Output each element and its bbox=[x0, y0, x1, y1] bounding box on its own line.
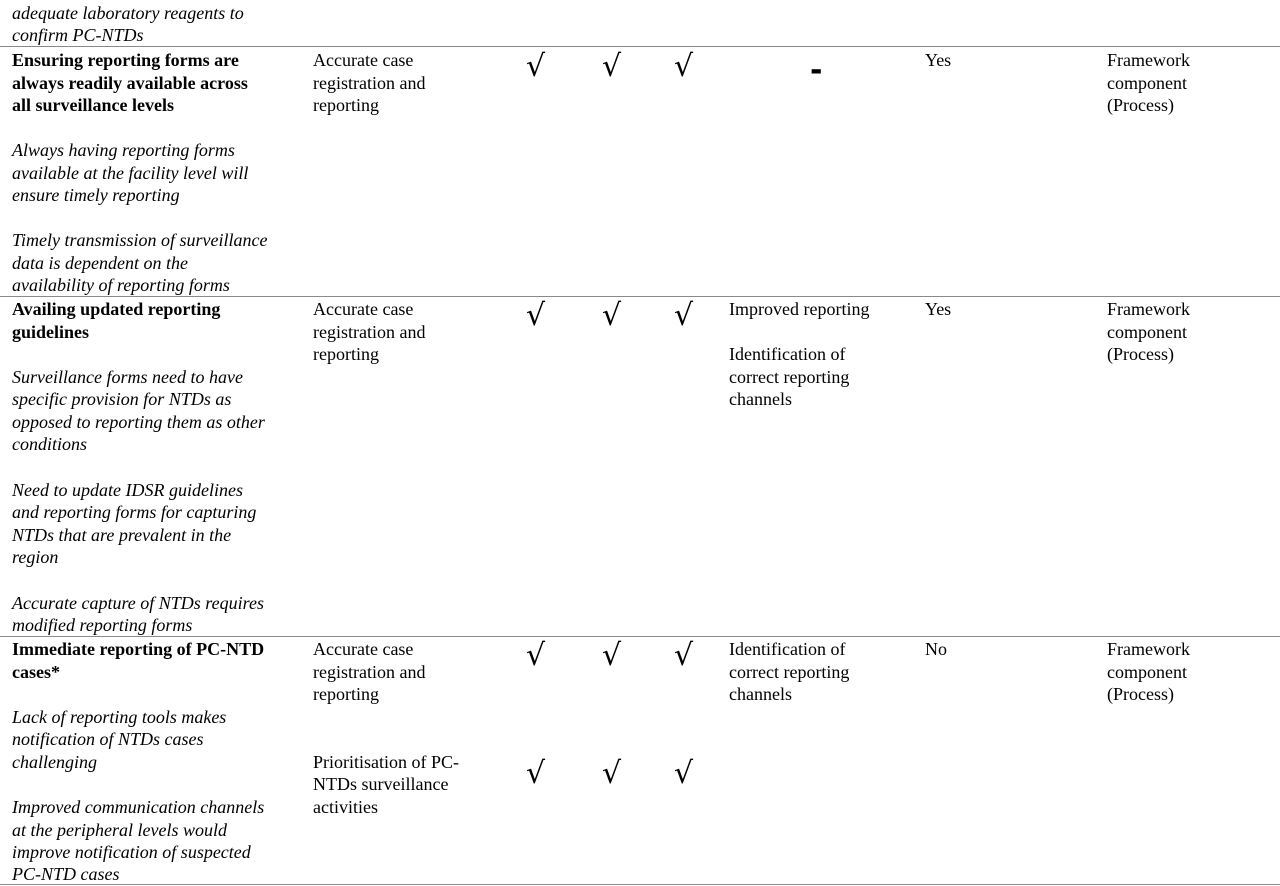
row1-title-line-1: Ensuring reporting forms are bbox=[12, 50, 239, 70]
row3-outcome-line-1: Identification of bbox=[729, 639, 846, 659]
row3-title-line-1: Immediate reporting of PC-NTD bbox=[12, 639, 265, 659]
row1-strategy-line-3: reporting bbox=[313, 95, 379, 115]
check-mark-icon: √ bbox=[526, 638, 546, 673]
row2-component-line-2: component bbox=[1107, 322, 1187, 342]
row3-note1-line-2: notification of NTDs cases bbox=[12, 729, 204, 749]
row1-component-line-3: (Process) bbox=[1107, 95, 1174, 115]
row2-strategy-line-3: reporting bbox=[313, 344, 379, 364]
row1-note2-line-1: Timely transmission of surveillance bbox=[12, 230, 268, 250]
row1-component-line-2: component bbox=[1107, 73, 1187, 93]
row3-note2-line-4: PC-NTD cases bbox=[12, 864, 120, 884]
row3-note1-line-3: challenging bbox=[12, 752, 97, 772]
check-mark-icon: √ bbox=[602, 298, 622, 333]
row2-note2-line-3: NTDs that are prevalent in the bbox=[12, 525, 232, 545]
check-mark-icon: √ bbox=[526, 49, 546, 84]
row3-strategy2-line-1: Prioritisation of PC- bbox=[313, 752, 460, 772]
row-divider bbox=[0, 884, 1280, 885]
row3-strategy-line-1: Accurate case bbox=[313, 639, 414, 659]
check-mark-icon: √ bbox=[674, 756, 694, 791]
row3-included: No bbox=[925, 639, 947, 659]
check-mark-icon: √ bbox=[602, 49, 622, 84]
row3-strategy-line-2: registration and bbox=[313, 662, 426, 682]
row2-included: Yes bbox=[925, 299, 952, 319]
row3-strategy2-line-2: NTDs surveillance bbox=[313, 774, 449, 794]
check-mark-icon: √ bbox=[526, 298, 546, 333]
row3-title-line-2: cases* bbox=[12, 662, 60, 682]
row3-note2-line-3: improve notification of suspected bbox=[12, 842, 251, 862]
row3-component-line-2: component bbox=[1107, 662, 1187, 682]
row-divider bbox=[0, 46, 1280, 47]
row3-strategy2-line-3: activities bbox=[313, 797, 378, 817]
prev-row-note-line-2: confirm PC-NTDs bbox=[12, 25, 144, 45]
row1-note1-line-2: available at the facility level will bbox=[12, 163, 249, 183]
row1-note2-line-2: data is dependent on the bbox=[12, 253, 188, 273]
row2-note1-line-4: conditions bbox=[12, 434, 87, 454]
dash-icon: - bbox=[810, 53, 823, 88]
row1-included: Yes bbox=[925, 50, 952, 70]
row1-note1-line-1: Always having reporting forms bbox=[12, 140, 235, 160]
row1-title-line-3: all surveillance levels bbox=[12, 95, 174, 115]
row2-note2-line-2: and reporting forms for capturing bbox=[12, 502, 257, 522]
row2-note1-line-3: opposed to reporting them as other bbox=[12, 412, 265, 432]
check-mark-icon: √ bbox=[674, 49, 694, 84]
row3-outcome-line-3: channels bbox=[729, 684, 792, 704]
row1-note1-line-3: ensure timely reporting bbox=[12, 185, 180, 205]
check-mark-icon: √ bbox=[602, 756, 622, 791]
row1-strategy-line-1: Accurate case bbox=[313, 50, 414, 70]
row2-component-line-1: Framework bbox=[1107, 299, 1190, 319]
check-mark-icon: √ bbox=[674, 298, 694, 333]
row2-strategy-line-2: registration and bbox=[313, 322, 426, 342]
row-divider bbox=[0, 636, 1280, 637]
row3-note1-line-1: Lack of reporting tools makes bbox=[12, 707, 227, 727]
row2-component-line-3: (Process) bbox=[1107, 344, 1174, 364]
row2-outcome2-line-2: correct reporting bbox=[729, 367, 850, 387]
row3-strategy-line-3: reporting bbox=[313, 684, 379, 704]
row2-note3-line-2: modified reporting forms bbox=[12, 615, 193, 635]
row2-title-line-1: Availing updated reporting bbox=[12, 299, 221, 319]
row2-note1-line-1: Surveillance forms need to have bbox=[12, 367, 243, 387]
check-mark-icon: √ bbox=[674, 638, 694, 673]
row2-note2-line-1: Need to update IDSR guidelines bbox=[12, 480, 243, 500]
row2-note1-line-2: specific provision for NTDs as bbox=[12, 389, 232, 409]
row2-title-line-2: guidelines bbox=[12, 322, 90, 342]
row1-component-line-1: Framework bbox=[1107, 50, 1190, 70]
row2-note2-line-4: region bbox=[12, 547, 59, 567]
row3-note2-line-1: Improved communication channels bbox=[12, 797, 265, 817]
row-divider bbox=[0, 296, 1280, 297]
row2-outcome2-line-3: channels bbox=[729, 389, 792, 409]
row1-note2-line-3: availability of reporting forms bbox=[12, 275, 230, 295]
row3-component-line-1: Framework bbox=[1107, 639, 1190, 659]
row1-title-line-2: always readily available across bbox=[12, 73, 248, 93]
row1-strategy-line-2: registration and bbox=[313, 73, 426, 93]
check-mark-icon: √ bbox=[602, 638, 622, 673]
row2-outcome1: Improved reporting bbox=[729, 299, 870, 319]
row2-strategy-line-1: Accurate case bbox=[313, 299, 414, 319]
row3-note2-line-2: at the peripheral levels would bbox=[12, 820, 227, 840]
row2-note3-line-1: Accurate capture of NTDs requires bbox=[12, 593, 264, 613]
check-mark-icon: √ bbox=[526, 756, 546, 791]
prev-row-note-line-1: adequate laboratory reagents to bbox=[12, 3, 244, 23]
row3-component-line-3: (Process) bbox=[1107, 684, 1174, 704]
row2-outcome2-line-1: Identification of bbox=[729, 344, 846, 364]
row3-outcome-line-2: correct reporting bbox=[729, 662, 850, 682]
